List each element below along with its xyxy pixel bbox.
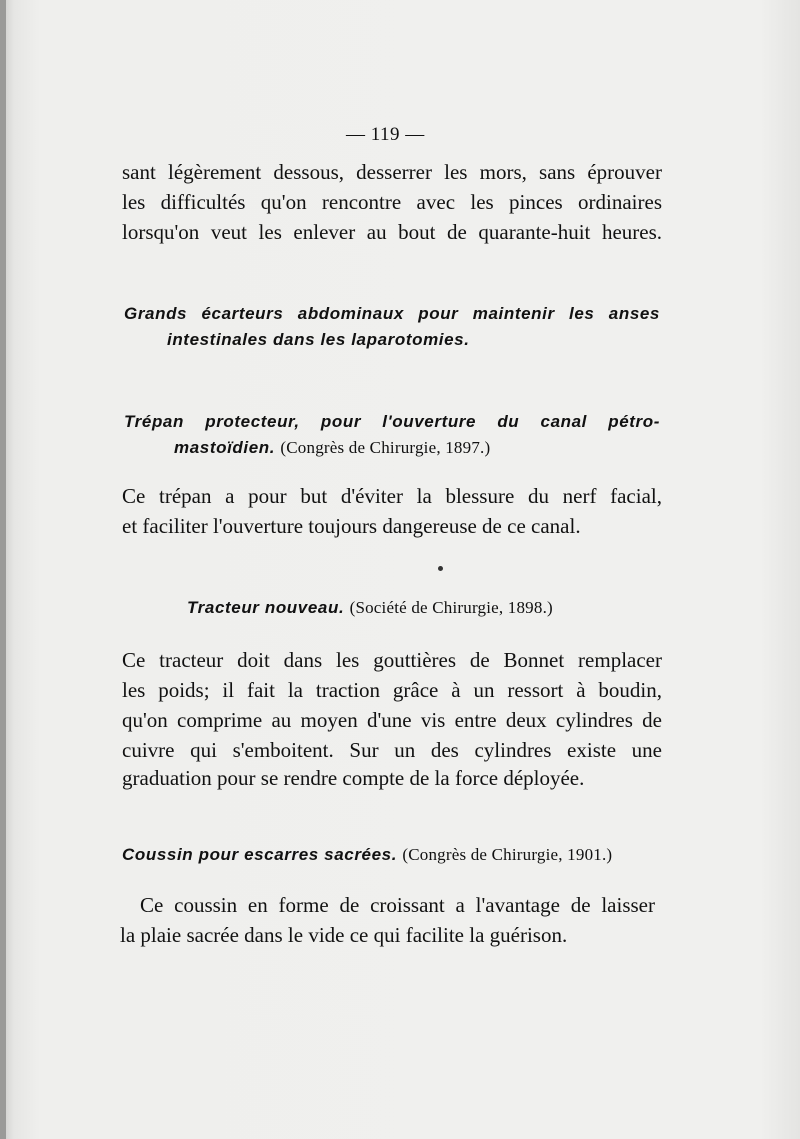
heading-reference: (Société de Chirurgie, 1898.) [349,598,553,617]
heading-title-text: mastoïdien. [174,438,276,457]
section-heading-trepan: Trépan protecteur, pour l'ouverture du canal pétro- [124,412,660,431]
section-heading-ecarteurs-continued: intestinales dans les laparotomies. [167,330,470,349]
paragraph-line: Ce trépan a pour but d'éviter la blessure du nerf facial, [122,484,662,508]
heading-title-text: Tracteur nouveau. [187,598,345,617]
paragraph-line: graduation pour se rendre compte de la force déployée. [122,766,585,790]
paragraph-line: et faciliter l'ouverture toujours dangereuse de ce canal. [122,514,581,538]
heading-reference: (Congrès de Chirurgie, 1897.) [280,438,491,457]
paragraph-line: les poids; il fait la traction grâce à un ressort à boudin, [122,678,662,702]
section-heading-coussin [122,842,612,868]
stray-ink-dot [438,566,443,571]
paragraph-line: la plaie sacrée dans le vide ce qui facilite la guérison. [120,923,568,947]
paragraph-line: lorsqu'on veut les enlever au bout de quarante-huit heures. [122,220,662,244]
section-heading-ecarteurs: Grands écarteurs abdominaux pour maintenir les anses [124,304,660,323]
section-heading-tracteur [187,595,553,621]
heading-title-text: Coussin pour escarres sacrées. [122,845,398,864]
paragraph-line: cuivre qui s'emboitent. Sur un des cylindres existe une [122,738,662,762]
paragraph-line: les difficultés qu'on rencontre avec les pinces ordinaires [122,190,662,214]
section-heading-trepan-continued [174,435,490,461]
paragraph-line: sant légèrement dessous, desserrer les mors, sans éprouver [122,160,662,184]
page-spine-shadow [0,0,6,1139]
page-number: — 119 — [346,124,425,145]
paragraph-line: Ce coussin en forme de croissant a l'avantage de laisser [140,893,655,917]
paragraph-line: Ce tracteur doit dans les gouttières de Bonnet remplacer [122,648,662,672]
heading-reference: (Congrès de Chirurgie, 1901.) [402,845,613,864]
paragraph-line: qu'on comprime au moyen d'une vis entre deux cylindres de [122,708,662,732]
